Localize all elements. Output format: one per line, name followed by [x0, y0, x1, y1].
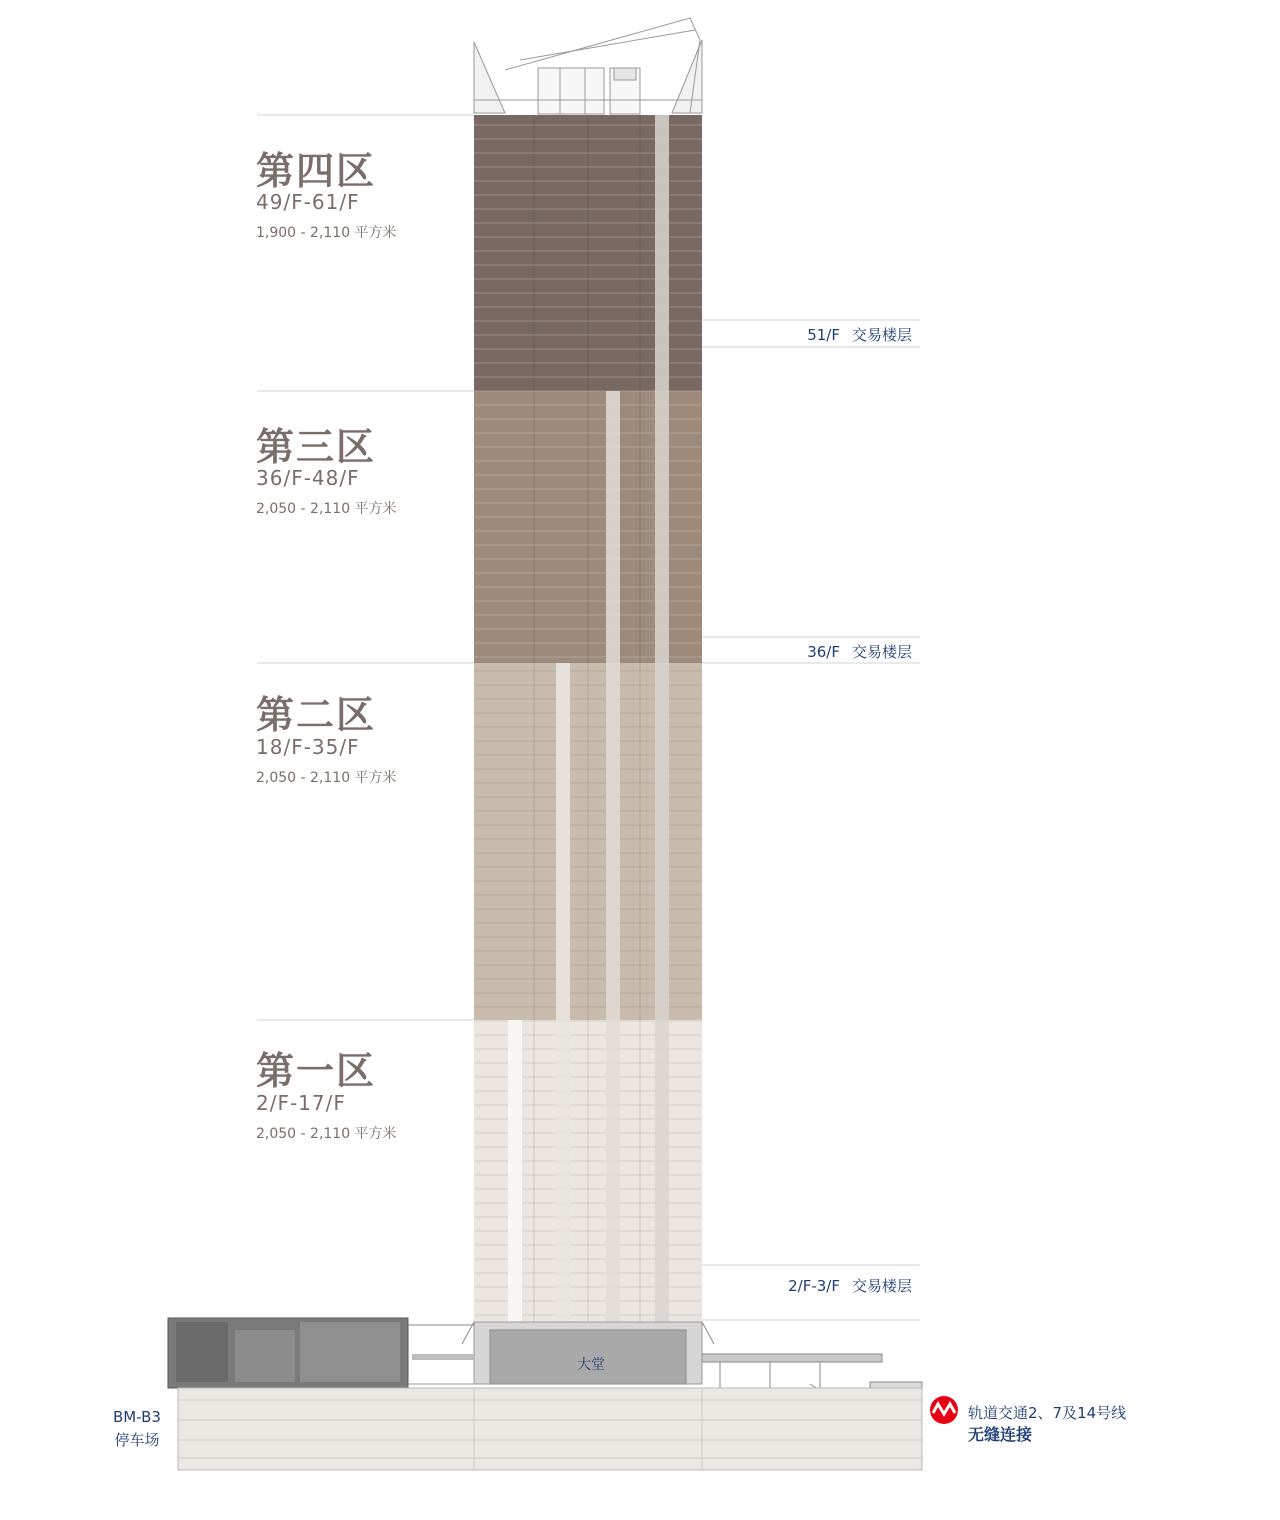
trading-floor-2-3	[788, 1275, 912, 1296]
trading-floor-51	[807, 324, 912, 345]
zone-1-title: 第一区	[256, 1049, 377, 1093]
zone-4-floors: 49/F-61/F	[256, 190, 360, 214]
zone-4-area: 1,900 - 2,110 平方米	[256, 225, 397, 241]
lobby-label: 大堂	[577, 1357, 605, 1373]
parking-name: 停车场	[114, 1431, 160, 1449]
podium-left	[168, 1318, 474, 1388]
trading-floor-36	[807, 641, 912, 662]
zone-1-area: 2,050 - 2,110 平方米	[256, 1126, 397, 1142]
lobby-block	[462, 1322, 714, 1384]
zone-guide-lines	[257, 115, 474, 1020]
metro-logo-icon	[930, 1396, 958, 1424]
tower-crown	[474, 18, 702, 114]
parking-level: BM-B3	[113, 1408, 161, 1426]
zone-2-area: 2,050 - 2,110 平方米	[256, 770, 397, 786]
trading-floor-2-3-label: 交易楼层	[851, 1277, 912, 1295]
zone-2-floors: 18/F-35/F	[256, 735, 360, 759]
zone-3-floors: 36/F-48/F	[256, 466, 360, 490]
basement	[178, 1388, 922, 1470]
metro-label	[968, 1402, 1126, 1446]
trading-floor-51-floors: 51/F	[807, 326, 840, 344]
metro-lines: 轨道交通2、7及14号线	[968, 1404, 1127, 1422]
zone-3-title: 第三区	[256, 425, 377, 469]
parking-label	[106, 1406, 168, 1452]
trading-floor-36-floors: 36/F	[807, 643, 840, 661]
trading-floor-2-3-floors: 2/F-3/F	[788, 1277, 840, 1295]
trading-floor-36-label: 交易楼层	[851, 643, 912, 661]
zone-3-area: 2,050 - 2,110 平方米	[256, 501, 397, 517]
trading-floor-51-label: 交易楼层	[851, 326, 912, 344]
trading-floor-guide-lines	[702, 320, 920, 1320]
metro-connection: 无缝连接	[968, 1425, 1033, 1444]
zone-2-title: 第二区	[256, 693, 377, 737]
zone-1-floors: 2/F-17/F	[256, 1091, 346, 1115]
zone-4-title: 第四区	[256, 149, 377, 193]
